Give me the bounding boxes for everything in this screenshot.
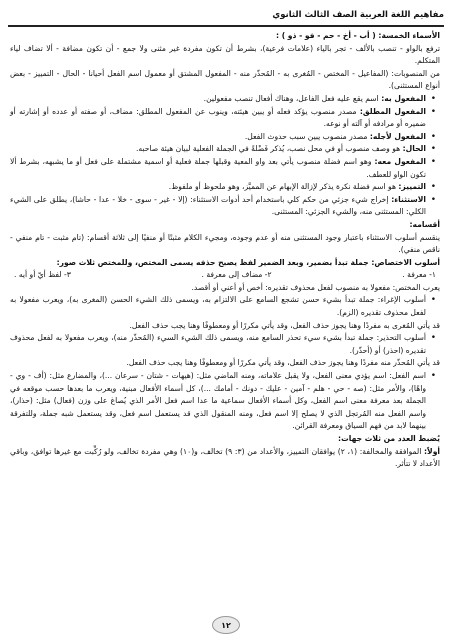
page-number: ١٢ [212,616,240,634]
list-item: • الاستثناء: إخراج شيء جزئي من حكم كلي باستخدام أحد أدوات الاستثناء: (إلا - غير - سوى - خلا - عدا - حاشا)، يطلق على الشيء الكلي: المستثنى منه، والشيء الجزئي: المستثنى. [10,194,426,219]
paragraph: ترفع بالواو - تنصب بالألف - تجر بالياء (علامات فرعية)، بشرط أن تكون مفردة غير مثنى ولا جمع - أن تكون مضافة - ألا تضاف لياء المتكلم. [10,43,440,66]
paragraph: قد يأتي المُحذّر منه مفردًا وهنا يجوز حذف الفعل، وقد يأتي مكررًا أو ومعطوفًا وهنا يجب حذف الفعل. [126,358,440,368]
list-item: • أسلوب الإغراء: جملة تبدأ بشيء حسن تشجع السامع على الالتزام به، ويسمى ذلك الشيء الحسن (المغرى به)، ويعرب مفعولا به لفعل محذوف تقديره (الزم). [10,294,426,319]
list-item: • أسلوب التحذير: جملة تبدأ بشيء سيء تحذر السامع منه، ويسمى ذلك الشيء السيء (المُحذّر منه)، ويعرب مفعولا به لفعل محذوف تقديره (احذر) أو (أحذّر). [10,332,426,357]
numbered-list [10,269,440,282]
paragraph: من المنصوبات: (المفاعيل - المختص - المُغرى به - المُحذّر منه - المفعول المشتق أو معمول اسم الفعل أحيانا - الحال - التمييز - بعض أنواع المستثنى). [10,68,440,91]
list-item: • الحال: هو وصف منصوب أو في محل نصب، يُذكر فَضْلةً في الجملة الفعلية لبيان هيئة صاحبه. [10,143,426,156]
paragraph: قد يأتي المُغرى به مفردًا وهنا يجوز حذف الفعل، وقد يأتي مكررًا أو ومعطوفًا وهنا يجب حذف الفعل. [129,320,440,330]
bullet-list [10,370,440,433]
list-item: • المفعول المطلق: مصدر منصوب يؤكد فعله أو يبين هيئته، وينوب عن المفعول المطلق: مضاف، أو صفته أو عدده أو إشارته أو ضميره أو مرادفه أو آلته أو نوعه. [10,106,426,131]
section-heading: أقسامه: [409,219,440,229]
list-item: ٣- لفظ أيّ أو أيه . [14,270,71,280]
list-item: • اسم الفعل: اسم يؤدي معنى الفعل، ولا يقبل علاماته، ومنه الماضي مثل: (هيهات - شتان - سرعان ...)، والمضارع مثل: (أف - وي - واهًا)، والأمر مثل: (صه - حي - هلم - آمين - عليك - دونك - أمامك ...)، كل أسماء الأفعال مبنية، ويعرب ما بعدها حسب موقعه في الجملة بعد معرفة معنى اسم الفعل، وكل أسماء الأفعال سماعية ما عدا اسم فعل الأمر الذي يُصاغ على وزن (فعال) مثل: (حذار)، واسم الفعل منه المُرتجل الذي لا يصلح إلا اسم فعل، ومنه المنقول الذي قد يستعمل اسم فعل، وقد يستعمل شبه جملة، وللتفرقة بينهما لابد من فهم السياق ومعرفة القرائن. [10,370,426,433]
paragraph: الأسماء الخمسة: ( أب - أخ - حم - فو - ذو ) : [276,31,440,40]
list-item: • المفعول به: اسم يقع عليه فعل الفاعل، وهناك أفعال تنصب مفعولين. [10,93,426,106]
bullet-list [10,93,440,219]
section-heading: يُضبط العدد من ثلاث جهات: [338,434,440,443]
paragraph: أسلوب الاختصاص: جملة تبدأ بضمير، وبعد الضمير لفظ يصبح حذفه يسمى المختص، وللمختص ثلاث صور: [56,257,440,267]
page-footer [0,616,452,634]
paragraph: يعرب المختص: مفعولا به منصوب لفعل محذوف تقديره: أخص أو أعني أو أقصد. [191,282,440,292]
header-title: مفاهيم اللغة العربية الصف الثالث الثانوي [272,10,444,20]
list-item: • المفعول لأجله: مصدر منصوب يبين سبب حدوث الفعل. [10,131,426,144]
list-item: • المفعول معه: وهو اسم فضلة منصوب يأتي بعد واو المعية وقبلها جملة فعلية أو اسمية مشتملة على فعل أو ما يشبهه، بشرط ألا تكون الواو للعطف. [10,156,426,181]
paragraph: ينقسم أسلوب الاستثناء باعتبار وجود المستثنى منه أو عدم وجوده، ومجيء الكلام مثبتًا أو منفيًا إلى ثلاثة أقسام: (تام مثبت - تام منفي - ناقص منفي). [10,232,440,255]
list-item: ١- معرفة . [402,270,436,280]
header-rule [8,25,444,27]
page-content [10,30,440,612]
page-header [8,6,444,24]
bullet-list [10,332,440,357]
bullet-list [10,294,440,319]
list-item: ٢- مضاف إلى معرفة . [201,270,272,280]
list-item: • التمييز: هو اسم فضلة نكرة يذكر لإزالة الإبهام عن المميَّز، وهو ملحوظ أو ملفوظ. [10,181,426,194]
paragraph: أولاً: الموافقة والمخالفة: (١، ٢) يوافقان التمييز، والأعداد من (٣: ٩) تخالف، و(١٠) وهي مفردة تخالف، ولو رُكِّبت مع غيرها توافق، وباقي الأعداد لا تتأثر. [10,446,441,469]
